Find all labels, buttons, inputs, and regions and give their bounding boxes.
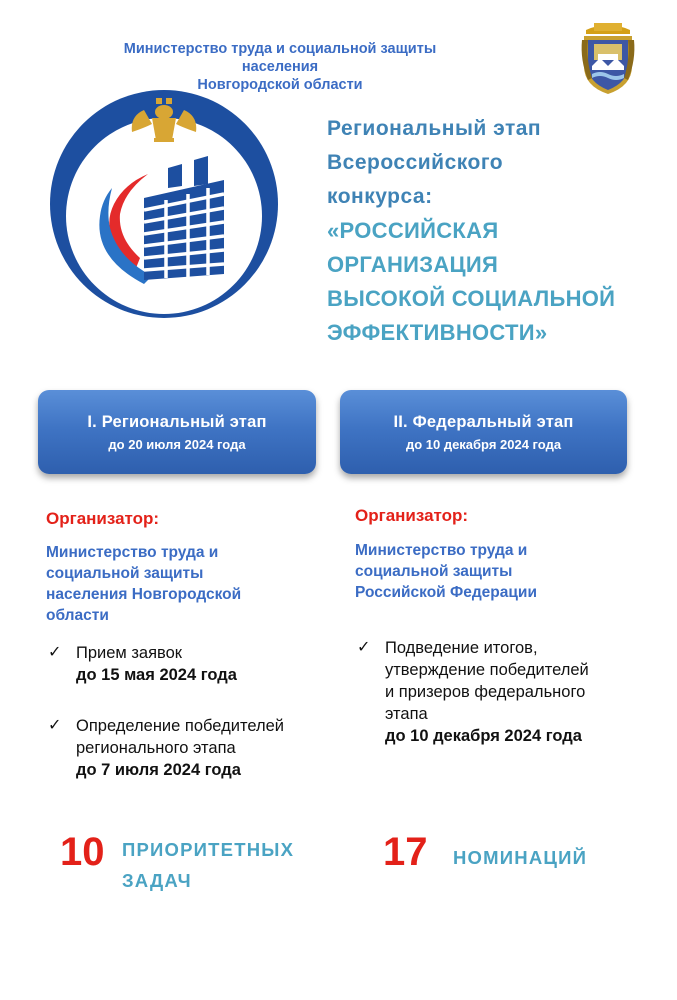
stage-name: II. Федеральный этап: [393, 413, 574, 431]
contest-title: [327, 112, 667, 350]
item-text: Подведение итогов,: [385, 639, 538, 657]
priority-tasks-count: 10: [60, 830, 105, 874]
item-text: Прием заявок: [76, 644, 183, 662]
organizer-label: Организатор:: [355, 506, 469, 525]
ministry-header: [100, 40, 460, 94]
check-icon: ✓: [357, 639, 371, 656]
item-date: до 15 мая 2024 года: [76, 666, 237, 684]
item-date: до 10 декабря 2024 года: [385, 727, 582, 745]
stat-label-line: ЗАДАЧ: [122, 870, 192, 891]
item-text: и призеров федерального: [385, 683, 586, 701]
item-text: этапа: [385, 705, 428, 723]
organizer-line: Российской Федерации: [355, 584, 537, 601]
title-highlight-line: ЭФФЕКТИВНОСТИ»: [327, 320, 548, 345]
organizer-label: Организатор:: [46, 509, 160, 528]
check-icon: ✓: [48, 644, 62, 661]
contest-logo-icon: [48, 88, 280, 320]
organizer-line: Министерство труда и: [355, 542, 528, 559]
list-item: [357, 637, 657, 752]
ministry-line-1: Министерство труда и социальной защиты населения: [123, 41, 437, 75]
priority-tasks-label: [122, 834, 294, 896]
title-highlight-line: ВЫСОКОЙ СОЦИАЛЬНОЙ: [327, 286, 616, 311]
regional-stage-button[interactable]: [38, 390, 316, 474]
organizer-line: социальной защиты: [46, 565, 204, 582]
list-item: [48, 715, 338, 785]
title-highlight-line: «РОССИЙСКАЯ: [327, 218, 499, 243]
stat-label-line: ПРИОРИТЕТНЫХ: [122, 839, 295, 860]
organizer-line: социальной защиты: [355, 563, 513, 580]
novgorod-coat-of-arms-icon: [580, 20, 636, 96]
stat-label-line: НОМИНАЦИЙ: [453, 847, 588, 868]
nominations-label: [453, 842, 587, 873]
organizer-name: [355, 540, 537, 603]
organizer-name: [46, 542, 241, 626]
organizer-line: области: [46, 607, 109, 624]
organizer-line: населения Новгородской: [46, 586, 242, 603]
title-highlight-line: ОРГАНИЗАЦИЯ: [327, 252, 499, 277]
title-line: Всероссийского: [327, 151, 504, 174]
title-line: Региональный этап: [327, 117, 542, 140]
stage-name: I. Региональный этап: [87, 413, 267, 431]
stage-date: до 20 июля 2024 года: [108, 437, 246, 452]
list-item: [48, 642, 328, 690]
title-line: конкурса:: [327, 185, 433, 208]
item-text: утверждение победителей: [385, 661, 589, 679]
stage-date: до 10 декабря 2024 года: [405, 437, 562, 452]
ministry-line-2: Новгородской области: [197, 77, 363, 93]
nominations-count: 17: [383, 830, 428, 874]
organizer-line: Министерство труда и: [46, 544, 219, 561]
federal-stage-button[interactable]: [340, 390, 627, 474]
item-text: регионального этапа: [76, 739, 236, 757]
item-date: до 7 июля 2024 года: [76, 761, 241, 779]
item-text: Определение победителей: [76, 717, 284, 735]
check-icon: ✓: [48, 717, 62, 734]
